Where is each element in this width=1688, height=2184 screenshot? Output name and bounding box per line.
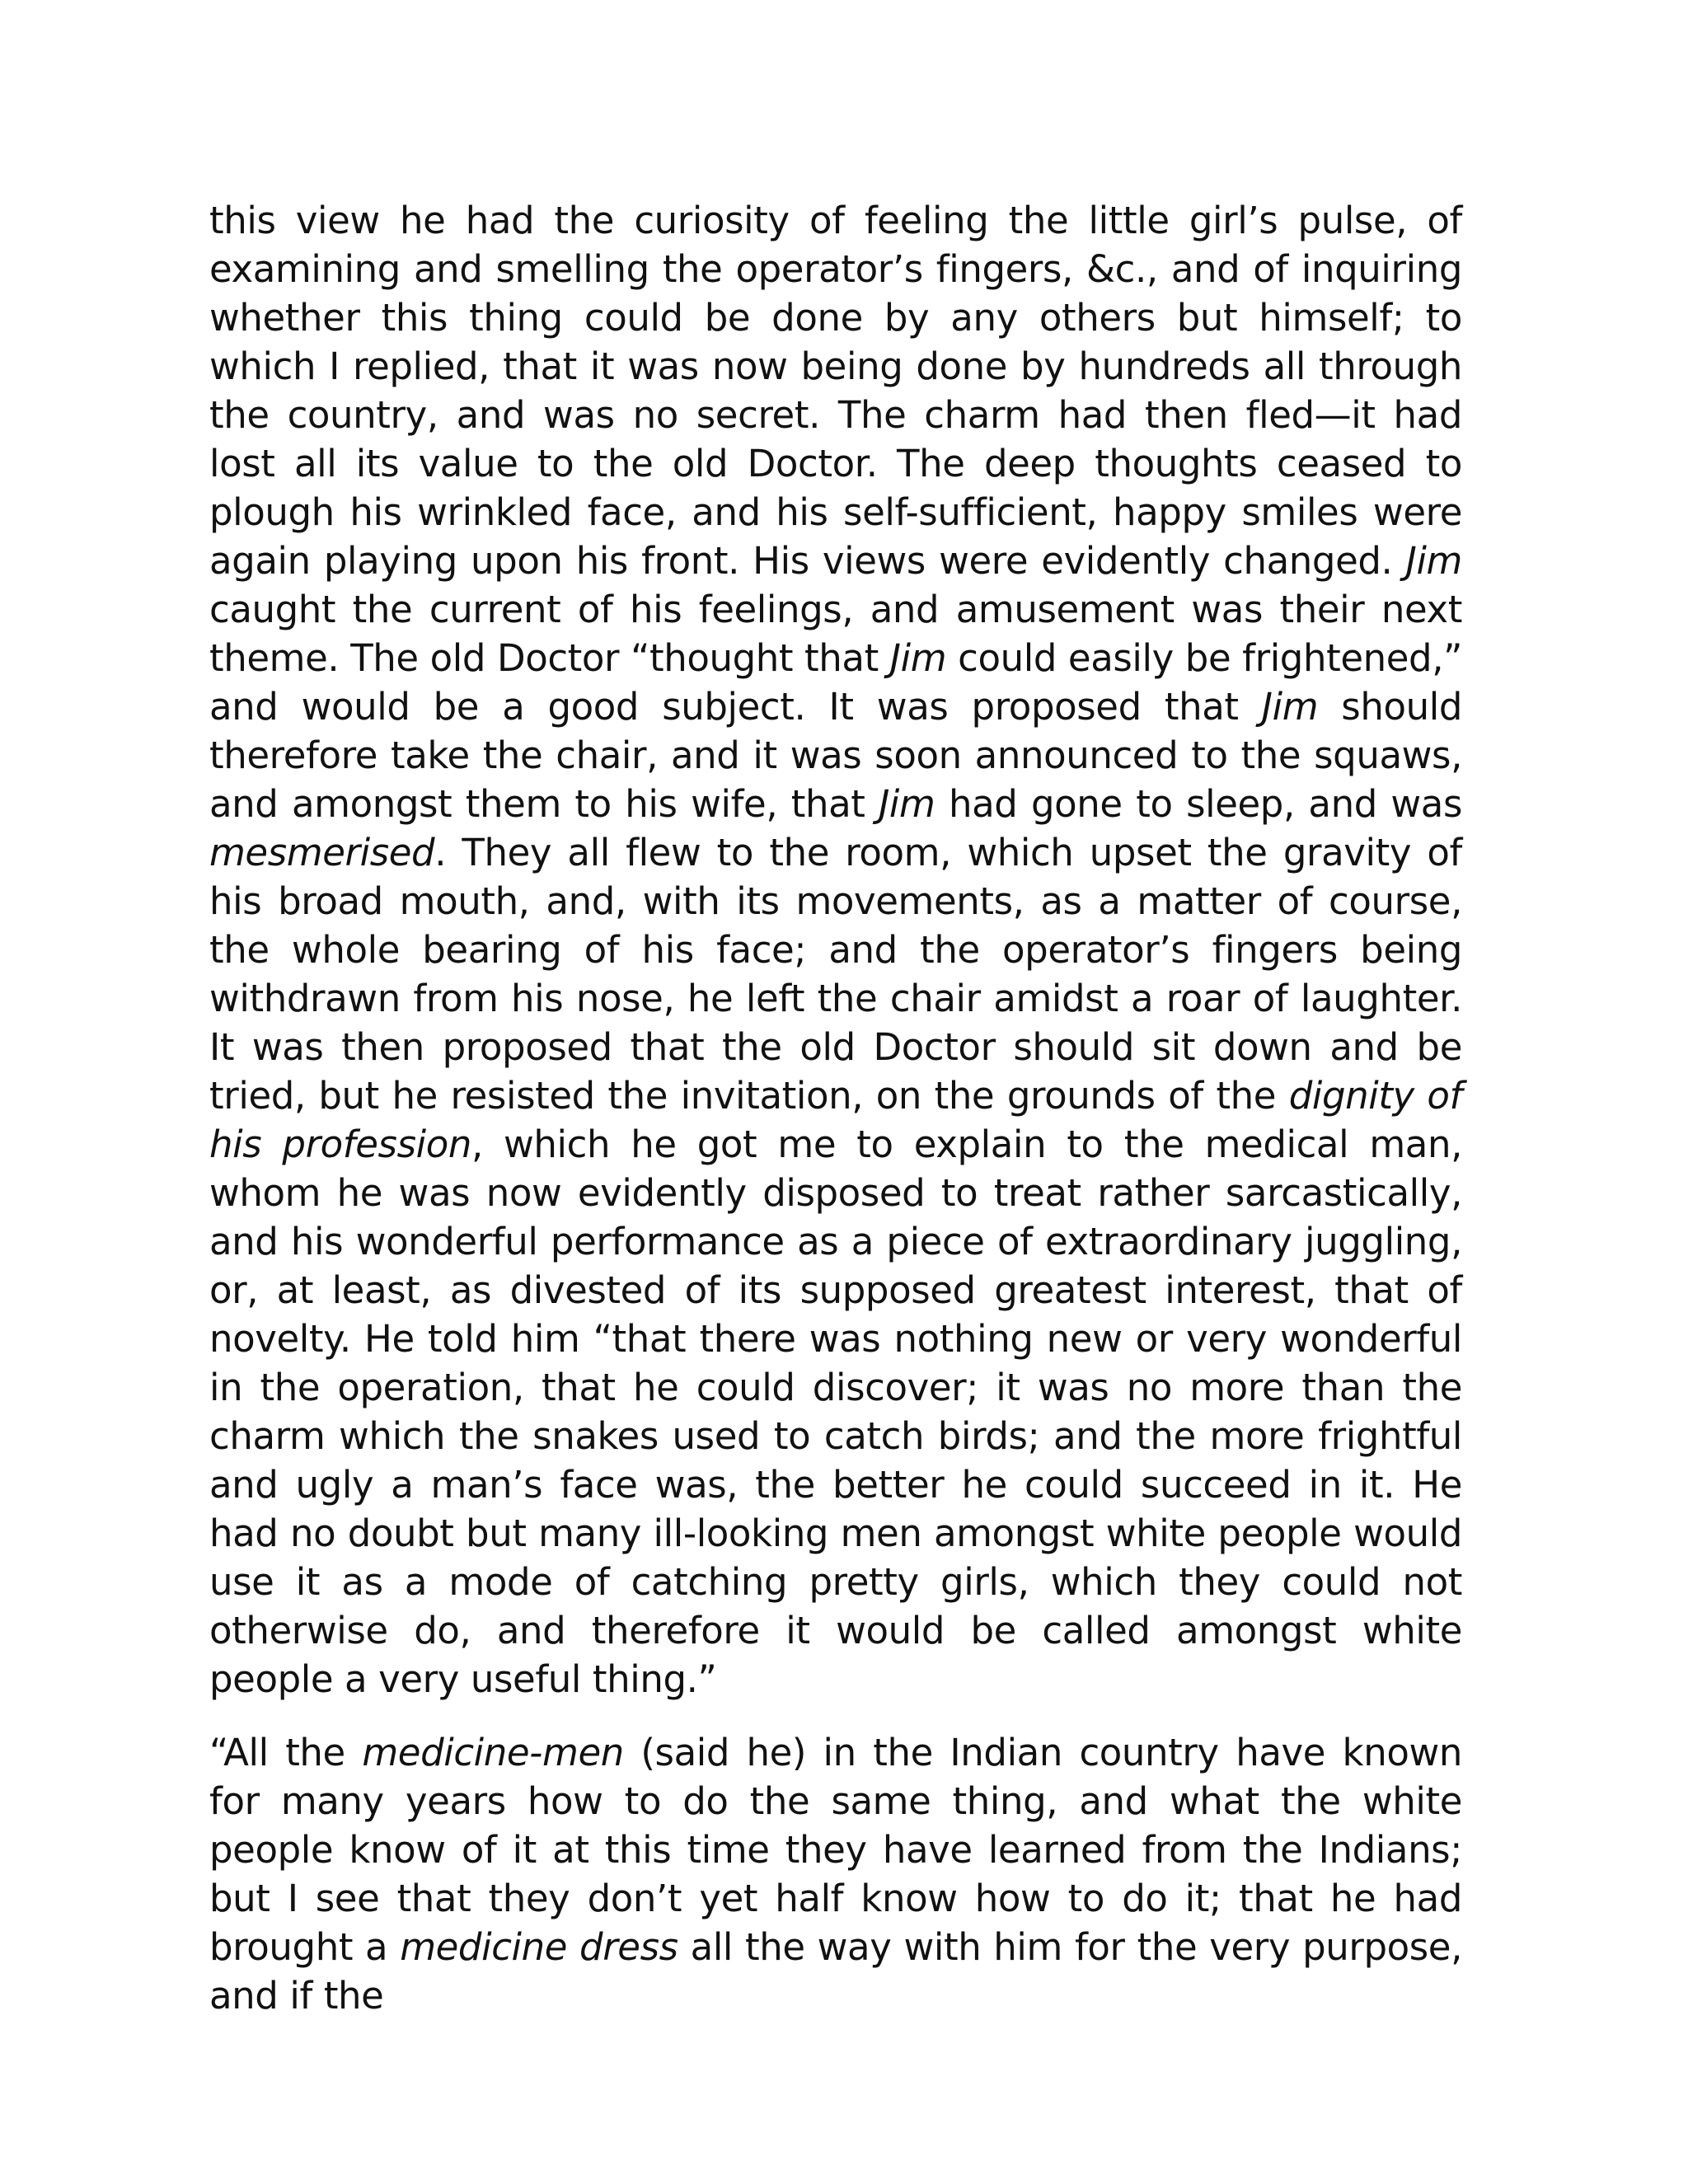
italic-text: Jim [889, 636, 947, 680]
text-run: should therefore take the chair, and it was soon announced to the squaws, and amongst them to his wife, that [209, 685, 1462, 826]
paragraph [209, 196, 1462, 1704]
document-page [209, 196, 1462, 2020]
italic-text: medicine-men [362, 1731, 624, 1774]
italic-text: Jim [1405, 539, 1462, 583]
text-run: this view he had the curiosity of feeling the little girl’s pulse, of examining and smelling the operator’s fingers, &c., and of inquiring whether this thing could be done by any others but himself; to which I replied, that it was now being done by hundreds all through the country, and was no secret. The charm had then fled—it had lost all its value to the old Doctor. The deep thoughts ceased to plough his wrinkled face, and his self-sufficient, happy smiles were again playing upon his front. His views were evidently changed. [209, 199, 1462, 583]
text-run: “All the [209, 1731, 363, 1774]
text-run: . They all flew to the room, which upset the gravity of his broad mouth, and, with its movements, as a matter of course, the whole bearing of his face; and the operator’s fingers being withdrawn from his nose, he left the chair amidst a roar of laughter. It was then proposed that the old Doctor should sit down and be tried, but he resisted the invitation, on the grounds of the [209, 831, 1462, 1118]
italic-text: Jim [879, 782, 935, 826]
italic-text: dignity of his profession [209, 1074, 1462, 1166]
text-run: had gone to sleep, and was [935, 782, 1462, 826]
italic-text: Jim [1261, 685, 1319, 729]
paragraph [209, 1728, 1462, 2020]
italic-text: medicine dress [400, 1925, 678, 1969]
text-run: all the way with him for the very purpose, and if the [209, 1925, 1462, 2018]
text-run: caught the current of his feelings, and amusement was their next theme. The old Doctor “thought that [209, 588, 1462, 680]
text-run: (said he) in the Indian country have known for many years how to do the same thing, and what the white people know of it at this time they have learned from the Indians; but I see that they don’t yet half know how to do it; that he had brought a [209, 1731, 1462, 1969]
text-run: could easily be frightened,” and would be a good subject. It was proposed that [209, 636, 1463, 729]
text-run: , which he got me to explain to the medical man, whom he was now evidently disposed to treat rather sarcastically, and his wonderful performance as a piece of extraordinary juggling, or, at least, as divested of its supposed greatest interest, that of novelty. He told him “that there was nothing new or very wonderful in the operation, that he could discover; it was no more than the charm which the snakes used to catch birds; and the more frightful and ugly a man’s face was, the better he could succeed in it. He had no doubt but many ill-looking men amongst white people would use it as a mode of catching pretty girls, which they could not otherwise do, and therefore it would be called amongst white people a very useful thing.” [209, 1122, 1462, 1701]
italic-text: mesmerised [209, 831, 435, 874]
